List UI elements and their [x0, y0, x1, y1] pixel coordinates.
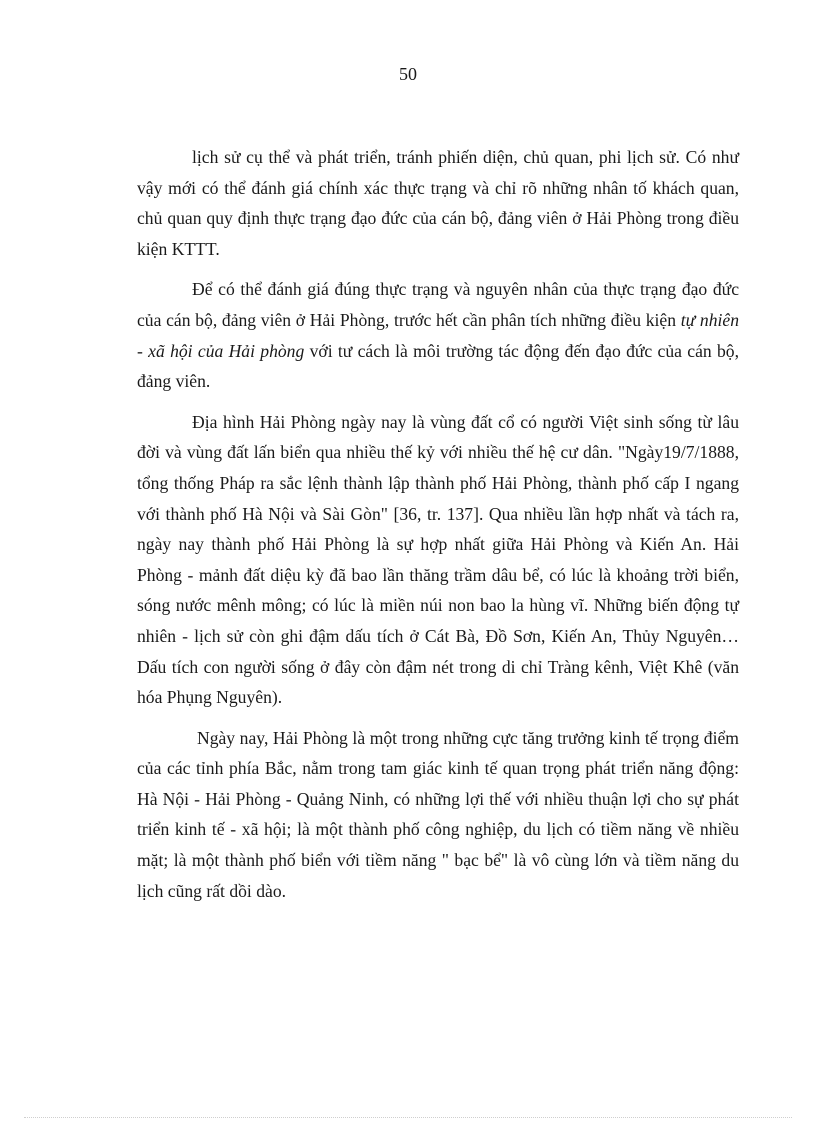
paragraph-2-italic-phrase: tự nhiên - xã hội của Hải phòng	[137, 309, 739, 361]
paragraph-2-text-end: với tư cách là môi trường tác động đến đạo đức của cán bộ, đảng viên.	[137, 340, 739, 392]
paragraph-4: Ngày nay, Hải Phòng là một trong những cực tăng trưởng kinh tế trọng điểm của các tỉnh phía Bắc, nằm trong tam giác kinh tế quan trọng phát triển năng động: Hà Nội - Hải Phòng - Quảng Ninh, có những lợi thế với nhiều thuận lợi cho sự phát triển kinh tế - xã hội; là một thành phố công nghiệp, du lịch có tiềm năng về nhiều mặt; là một thành phố biển với tiềm năng " bạc bể" là vô cùng lớn và tiềm năng du lịch cũng rất dồi dào.	[137, 727, 739, 901]
page-number: 50	[399, 64, 417, 84]
paragraph-3: Địa hình Hải Phòng ngày nay là vùng đất cổ có người Việt sinh sống từ lâu đời và vùng đất lấn biển qua nhiều thế kỷ với nhiều thế hệ cư dân. "Ngày19/7/1888, tổng thống Pháp ra sắc lệnh thành lập thành phố Hải Phòng, thành phố cấp I ngang với thành phố Hà Nội và Sài Gòn" [36, tr. 137]. Qua nhiều lần hợp nhất và tách ra, ngày nay thành phố Hải Phòng là sự hợp nhất giữa Hải Phòng và Kiến An. Hải Phòng - mảnh đất diệu kỳ đã bao lần thăng trầm dâu bể, có lúc là khoảng trời biển, sóng nước mênh mông; có lúc là miền núi non bao la hùng vĩ. Những biến động tự nhiên - lịch sử còn ghi đậm dấu tích ở Cát Bà, Đồ Sơn, Kiến An, Thủy Nguyên… Dấu tích con người sống ở đây còn đậm nét trong di chỉ Tràng kênh, Việt Khê (văn hóa Phụng Nguyên).	[137, 411, 739, 708]
page-bottom-divider	[24, 1117, 792, 1118]
paragraph-1: lịch sử cụ thể và phát triển, tránh phiến diện, chủ quan, phi lịch sử. Có như vậy mới có thể đánh giá chính xác thực trạng và chỉ rõ những nhân tố khách quan, chủ quan quy định thực trạng đạo đức của cán bộ, đảng viên ở Hải Phòng trong điều kiện KTTT.	[137, 147, 739, 259]
paragraph-2-text-start: Để có thể đánh giá đúng thực trạng và nguyên nhân của thực trạng đạo đức của cán bộ, đảng viên ở Hải Phòng, trước hết cần phân tích những điều kiện	[137, 279, 739, 330]
document-body	[137, 142, 739, 916]
paragraph-2	[137, 274, 739, 396]
